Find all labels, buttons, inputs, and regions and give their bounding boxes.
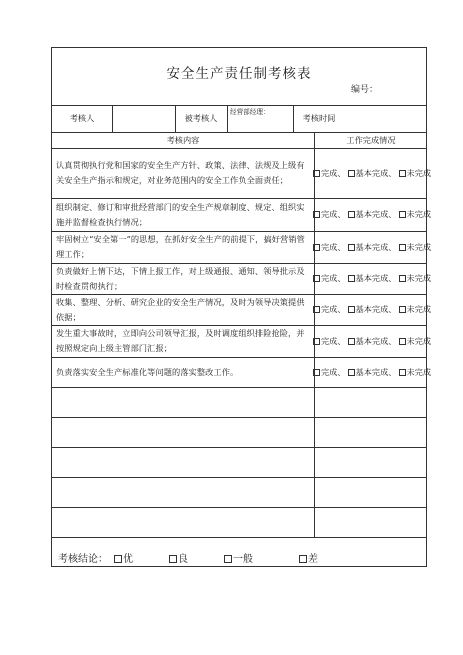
checkbox[interactable]: [313, 369, 320, 376]
serial-number-label: 编号：: [350, 85, 378, 95]
checkbox[interactable]: [313, 275, 320, 282]
checkbox[interactable]: [313, 211, 320, 218]
manager-label: 经营部经理：: [230, 108, 270, 116]
status-option[interactable]: 未完成: [397, 168, 432, 178]
checkbox[interactable]: [169, 555, 177, 563]
status-option[interactable]: 完成: [311, 209, 337, 219]
divider: [52, 507, 426, 508]
status-options: 完成、 基本完成、 未完成: [314, 357, 428, 387]
checkbox[interactable]: [399, 306, 406, 313]
form-title: 安全生产责任制考核表: [166, 66, 312, 82]
status-option[interactable]: 未完成: [397, 304, 432, 314]
checkbox[interactable]: [313, 306, 320, 313]
assessment-item: 负责做好上情下达，下情上报工作，对上级通报、通知、领导批示及时检查贯彻执行；: [56, 265, 305, 291]
checkbox[interactable]: [348, 170, 355, 177]
assessor-label: 考核人: [69, 113, 95, 123]
assessment-item: 牢固树立“安全第一”的思想，在抓好安全生产的前提下，搞好营销管理工作；: [56, 234, 305, 259]
assessee-label: 被考核人: [184, 113, 218, 123]
assessment-item: 组织制定、修订和审批经营部门的安全生产规章制度、规定、组织实施并监督检查执行情况；: [56, 201, 305, 227]
conclusion-option-poor[interactable]: 差: [297, 550, 318, 565]
checkbox[interactable]: [348, 275, 355, 282]
assessment-item: 收集、整理、分析、研究企业的安全生产情况，及时为领导决策提供依据；: [56, 296, 305, 322]
checkbox[interactable]: [313, 338, 320, 345]
status-options: 完成、 基本完成、 未完成: [314, 198, 428, 231]
divider: [52, 387, 426, 388]
conclusion-option-excellent[interactable]: 优: [112, 550, 133, 565]
status-options: 完成、 基本完成、 未完成: [314, 294, 428, 325]
content-column-header: 考核内容: [166, 134, 200, 145]
status-option[interactable]: 未完成: [397, 336, 432, 346]
checkbox[interactable]: [399, 244, 406, 251]
status-option[interactable]: 基本完成: [346, 209, 389, 219]
checkbox[interactable]: [224, 555, 232, 563]
checkbox[interactable]: [299, 555, 307, 563]
assessment-item: 发生重大事故时，立即向公司领导汇报，及时调度组织排险抢险，并按照规定向上级主管部门汇报；: [56, 328, 305, 353]
status-option[interactable]: 完成: [311, 273, 337, 283]
checkbox[interactable]: [114, 555, 122, 563]
checkbox[interactable]: [399, 275, 406, 282]
divider: [52, 447, 426, 448]
divider: [52, 477, 426, 478]
status-option[interactable]: 未完成: [397, 209, 432, 219]
assessment-time-value[interactable]: [346, 106, 426, 132]
checkbox[interactable]: [348, 306, 355, 313]
status-option[interactable]: 完成: [311, 168, 337, 178]
checkbox[interactable]: [348, 338, 355, 345]
conclusion-label: 考核结论：: [58, 553, 108, 565]
assessment-form: [51, 47, 432, 567]
status-option[interactable]: 基本完成: [346, 367, 389, 377]
checkbox[interactable]: [399, 338, 406, 345]
conclusion-option-good[interactable]: 良: [167, 550, 188, 565]
status-options: 完成、 基本完成、 未完成: [314, 325, 428, 357]
conclusion-row: [58, 546, 426, 568]
checkbox[interactable]: [399, 369, 406, 376]
checkbox[interactable]: [399, 170, 406, 177]
divider: [52, 417, 426, 418]
status-options: 完成、 基本完成、 未完成: [314, 231, 428, 263]
status-option[interactable]: 完成: [311, 242, 337, 252]
divider: [52, 537, 426, 538]
status-option[interactable]: 基本完成: [346, 304, 389, 314]
assessment-time-label: 考核时间: [302, 113, 336, 123]
assessment-item: 负责落实安全生产标准化等问题的落实整改工作。: [56, 366, 239, 377]
status-option[interactable]: 未完成: [397, 242, 432, 252]
status-option[interactable]: 基本完成: [346, 168, 389, 178]
divider: [227, 105, 228, 132]
assessment-item: 认真贯彻执行党和国家的安全生产方针、政策、法律、法规及上级有关安全生产指示和规定，对业务范围内的安全工作负全面责任；: [56, 160, 305, 185]
status-option[interactable]: 基本完成: [346, 242, 389, 252]
status-option[interactable]: 基本完成: [346, 273, 389, 283]
checkbox[interactable]: [313, 170, 320, 177]
status-options: 完成、 基本完成、 未完成: [314, 263, 428, 294]
assessor-value[interactable]: [113, 106, 175, 132]
status-option[interactable]: 完成: [311, 304, 337, 314]
checkbox[interactable]: [348, 244, 355, 251]
conclusion-option-average[interactable]: 一般: [222, 550, 253, 565]
status-option[interactable]: 未完成: [397, 367, 432, 377]
status-option[interactable]: 完成: [311, 336, 337, 346]
checkbox[interactable]: [348, 369, 355, 376]
status-option[interactable]: 完成: [311, 367, 337, 377]
status-option[interactable]: 基本完成: [346, 336, 389, 346]
status-options: 完成、 基本完成、 未完成: [314, 148, 428, 198]
checkbox[interactable]: [399, 211, 406, 218]
status-column-header: 工作完成情况: [346, 134, 396, 145]
checkbox[interactable]: [348, 211, 355, 218]
status-option[interactable]: 未完成: [397, 273, 432, 283]
checkbox[interactable]: [313, 244, 320, 251]
